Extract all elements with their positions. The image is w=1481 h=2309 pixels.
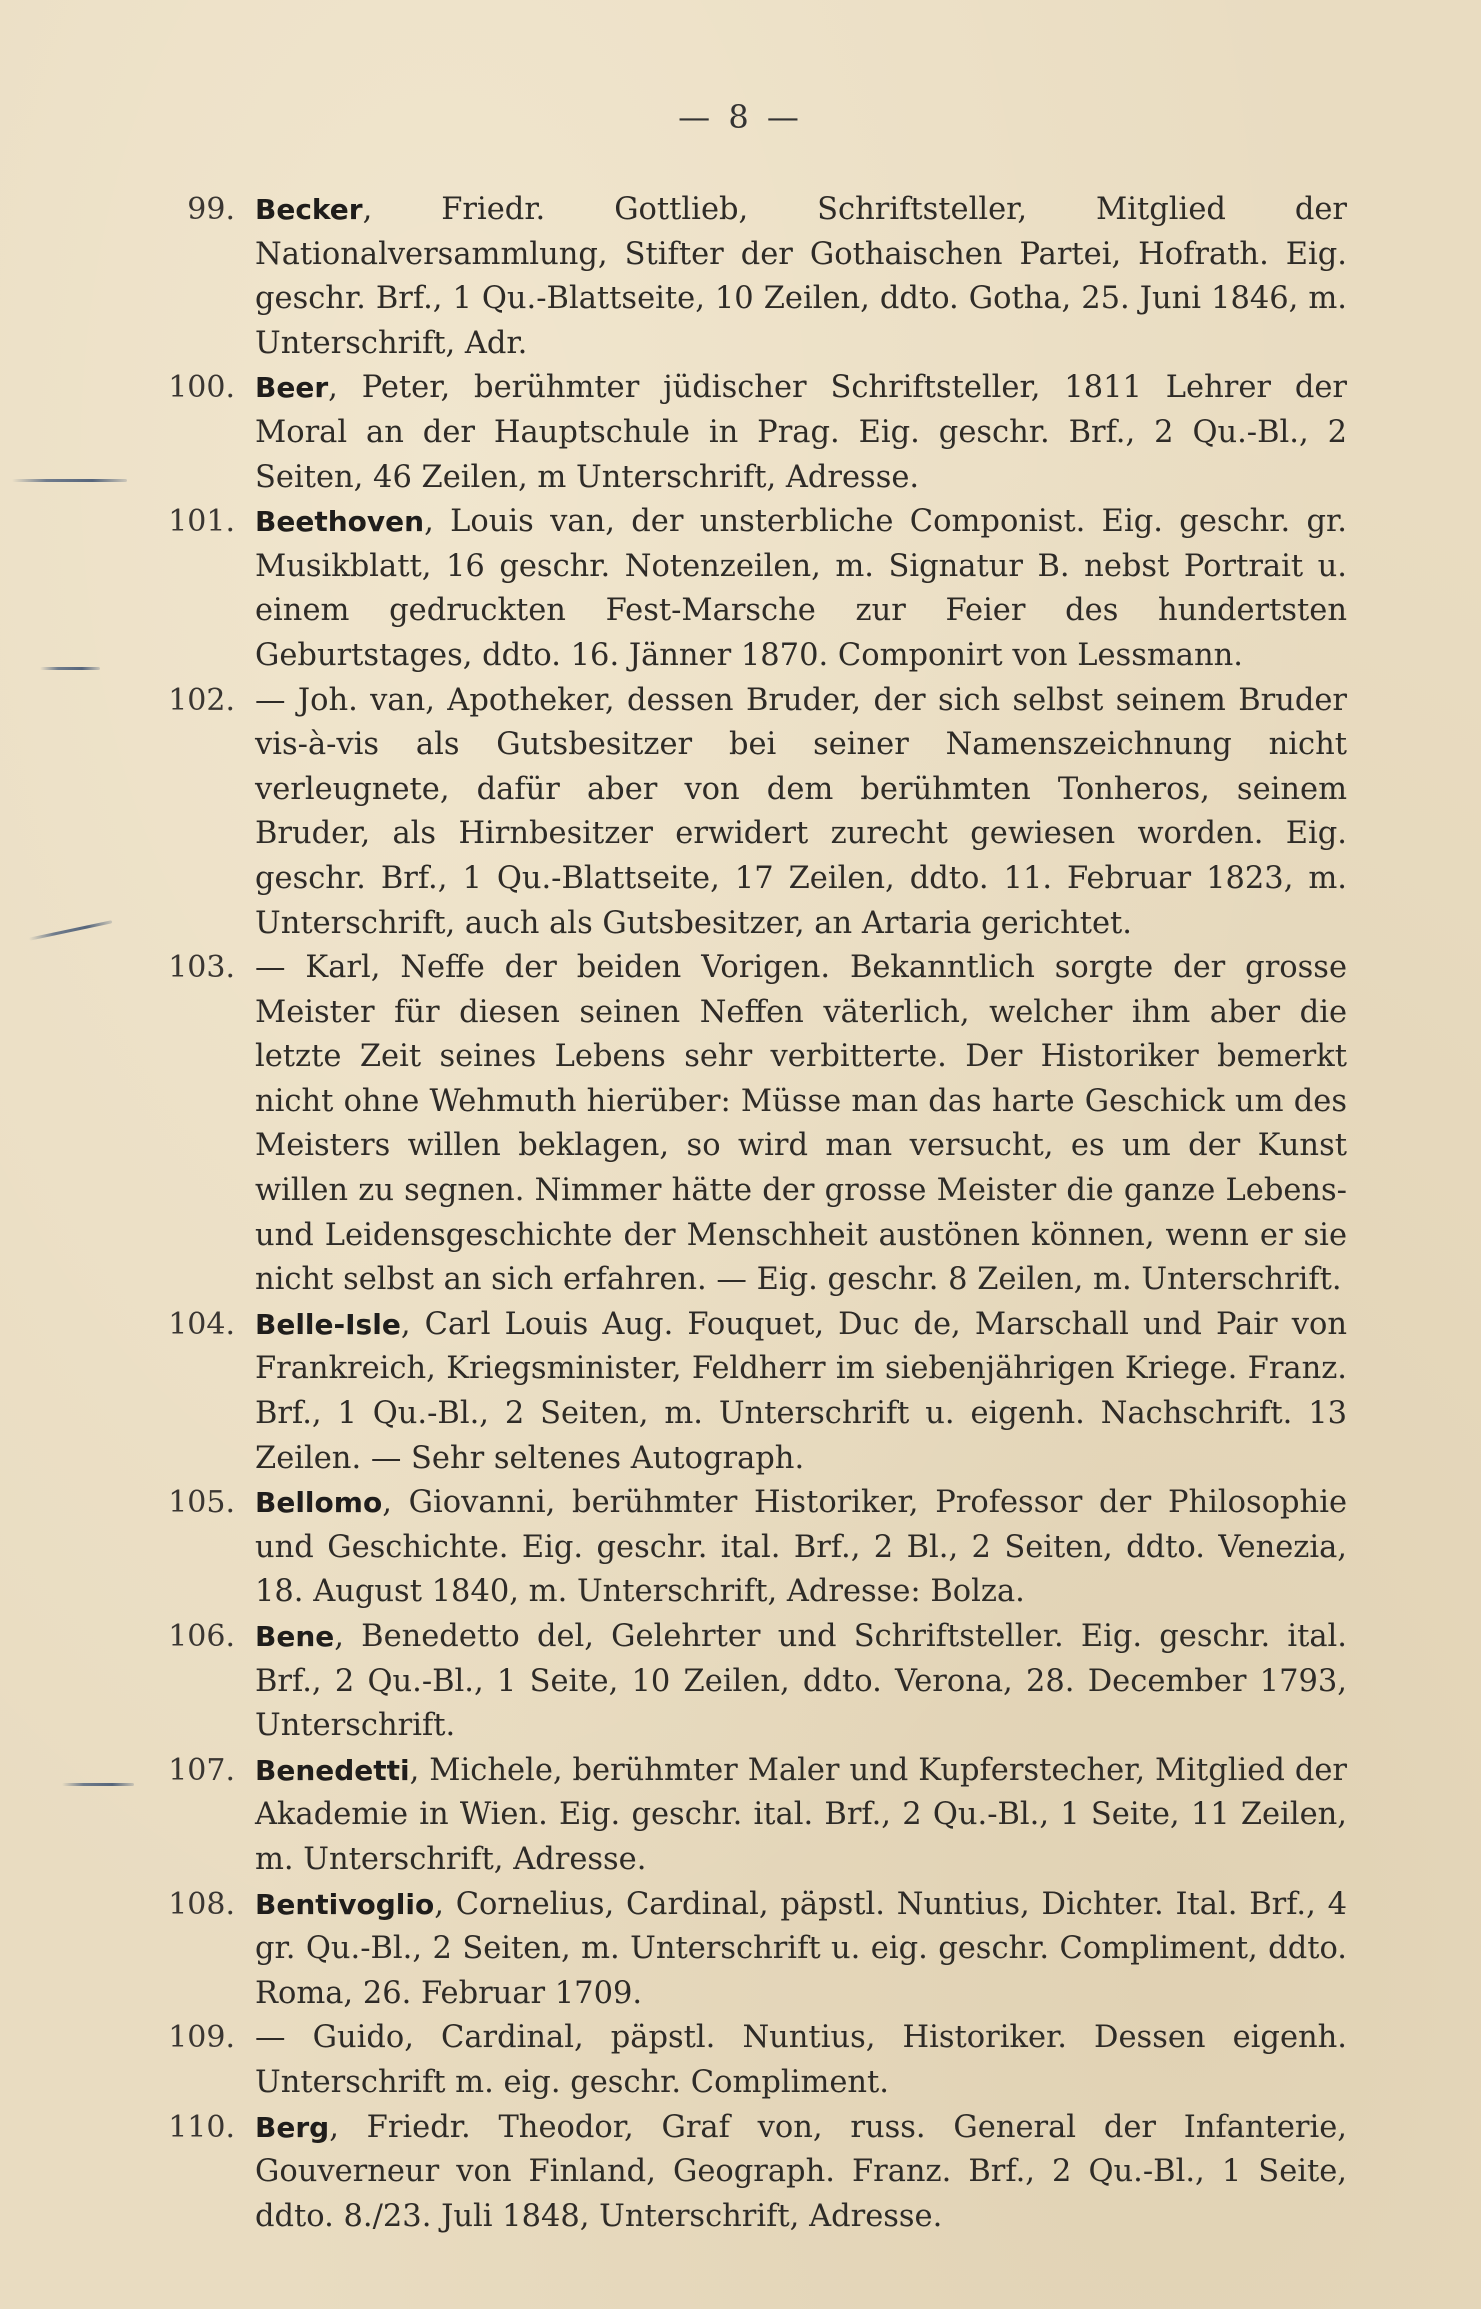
entry-name: Beethoven <box>255 505 425 539</box>
entry-number: 104. <box>168 1306 235 1342</box>
catalog-entry <box>0 1303 1481 1481</box>
entry-description <box>255 1303 1347 1481</box>
entry-number: 101. <box>168 504 235 540</box>
entry-name: Belle-Isle <box>255 1307 401 1341</box>
entry-text: , Friedr. Gottlieb, Schriftsteller, Mitglied der Nationalversammlung, Stifter der Gothaischen Partei, Hofrath. Eig. geschr. Brf., 1 Qu.-Blattseite, 10 Zeilen, ddto. Gotha, 25. Juni 1846, m. Unterschrift, Adr. <box>255 192 1347 361</box>
entry-name: Becker <box>255 193 363 226</box>
entry-number: 105. <box>168 1485 235 1521</box>
entry-number: 102. <box>168 682 235 718</box>
catalog-entry <box>0 1883 1481 2017</box>
entry-number: 99. <box>187 192 235 227</box>
entry-description <box>255 2016 1347 2105</box>
catalog-entry <box>0 679 1481 947</box>
entry-name: Beer <box>255 371 329 405</box>
entry-number: 108. <box>168 1886 235 1922</box>
catalog-entry <box>0 1615 1481 1749</box>
entry-name: Bellomo <box>255 1486 383 1520</box>
catalog-entry <box>0 500 1481 678</box>
entry-number: 106. <box>168 1619 235 1654</box>
entry-description <box>255 1749 1347 1883</box>
catalog-entry <box>0 1749 1481 1883</box>
catalog-entry <box>0 2016 1481 2105</box>
entry-text: — Joh. van, Apotheker, dessen Bruder, der sich selbst seinem Bruder vis-à-vis als Gutsbesitzer bei seiner Namenszeichnung nicht verleugnete, dafür aber von dem berühmten Tonheros, seinem Bruder, als Hirnbesitzer erwidert zurecht gewiesen worden. Eig. geschr. Brf., 1 Qu.-Blattseite, 17 Zeilen, ddto. 11. Februar 1823, m. Unterschrift, auch als Gutsbesitzer, an Artaria gerichtet. <box>255 682 1347 941</box>
entry-text: , Giovanni, berühmter Historiker, Professor der Philosophie und Geschichte. Eig. geschr. ital. Brf., 2 Bl., 2 Seiten, ddto. Venezia, 18. August 1840, m. Unterschrift, Adresse: Bolza. <box>255 1485 1347 1610</box>
catalog-entry <box>0 366 1481 500</box>
entry-description <box>255 946 1347 1303</box>
entry-name: Bene <box>255 1620 335 1653</box>
entry-text: , Louis van, der unsterbliche Componist. Eig. geschr. gr. Musikblatt, 16 geschr. Notenzeilen, m. Signatur B. nebst Portrait u. einem gedruckten Fest-Marsche zur Feier des hundertsten Geburtstages, ddto. 16. Jänner 1870. Componirt von Lessmann. <box>255 504 1347 673</box>
catalog-entry <box>0 946 1481 1303</box>
entry-text: , Carl Louis Aug. Fouquet, Duc de, Marschall und Pair von Frankreich, Kriegsminister, Feldherr im siebenjährigen Kriege. Franz. Brf., 1 Qu.-Bl., 2 Seiten, m. Unterschrift u. eigenh. Nachschrift. 13 Zeilen. — Sehr seltenes Autograph. <box>255 1306 1347 1476</box>
entry-text: , Benedetto del, Gelehrter und Schriftsteller. Eig. geschr. ital. Brf., 2 Qu.-Bl., 1 Seite, 10 Zeilen, ddto. Verona, 28. December 1793, Unterschrift. <box>255 1619 1347 1744</box>
entry-number: 107. <box>168 1752 235 1788</box>
entry-name: Berg <box>255 2110 330 2144</box>
entry-number: 100. <box>168 370 235 406</box>
entry-text: — Guido, Cardinal, päpstl. Nuntius, Historiker. Dessen eigenh. Unterschrift m. eig. geschr. Compliment. <box>255 2020 1347 2100</box>
entry-description <box>255 679 1347 947</box>
entry-description <box>255 366 1347 500</box>
entry-number: 110. <box>168 2109 235 2145</box>
entry-description <box>255 1615 1347 1749</box>
entry-description <box>255 188 1347 366</box>
entry-description <box>255 1883 1347 2017</box>
entry-text: , Cornelius, Cardinal, päpstl. Nuntius, Dichter. Ital. Brf., 4 gr. Qu.-Bl., 2 Seiten, m. Unterschrift u. eig. geschr. Compliment, ddto. Roma, 26. Februar 1709. <box>255 1886 1347 2011</box>
page-number: — 8 — <box>678 98 803 136</box>
catalog-entry <box>0 1481 1481 1615</box>
entry-text: , Peter, berühmter jüdischer Schriftsteller, 1811 Lehrer der Moral an der Hauptschule in Prag. Eig. geschr. Brf., 2 Qu.-Bl., 2 Seiten, 46 Zeilen, m Unterschrift, Adresse. <box>255 370 1347 495</box>
catalog-entries <box>0 188 1481 2239</box>
catalog-entry <box>0 2106 1481 2240</box>
entry-number: 103. <box>168 950 235 986</box>
entry-description <box>255 2106 1347 2240</box>
catalog-entry <box>0 188 1481 366</box>
entry-text: , Friedr. Theodor, Graf von, russ. General der Infanterie, Gouverneur von Finland, Geograph. Franz. Brf., 2 Qu.-Bl., 1 Seite, ddto. 8./23. Juli 1848, Unterschrift, Adresse. <box>255 2109 1347 2234</box>
entry-name: Benedetti <box>255 1753 410 1787</box>
entry-number: 109. <box>168 2020 235 2056</box>
entry-description <box>255 500 1347 678</box>
entry-name: Bentivoglio <box>255 1887 435 1921</box>
entry-text: , Michele, berühmter Maler und Kupferstecher, Mitglied der Akademie in Wien. Eig. geschr. ital. Brf., 2 Qu.-Bl., 1 Seite, 11 Zeilen, m. Unterschrift, Adresse. <box>255 1752 1347 1877</box>
entry-text: — Karl, Neffe der beiden Vorigen. Bekanntlich sorgte der grosse Meister für diesen seinen Neffen väterlich, welcher ihm aber die letzte Zeit seines Lebens sehr verbitterte. Der Historiker bemerkt nicht ohne Wehmuth hierüber: Müsse man das harte Geschick um des Meisters willen beklagen, so wird man versucht, es um der Kunst willen zu segnen. Nimmer hätte der grosse Meister die ganze Lebens- und Leidensgeschichte der Menschheit austönen können, wenn er sie nicht selbst an sich erfahren. — Eig. geschr. 8 Zeilen, m. Unterschrift. <box>255 950 1347 1298</box>
entry-description <box>255 1481 1347 1615</box>
